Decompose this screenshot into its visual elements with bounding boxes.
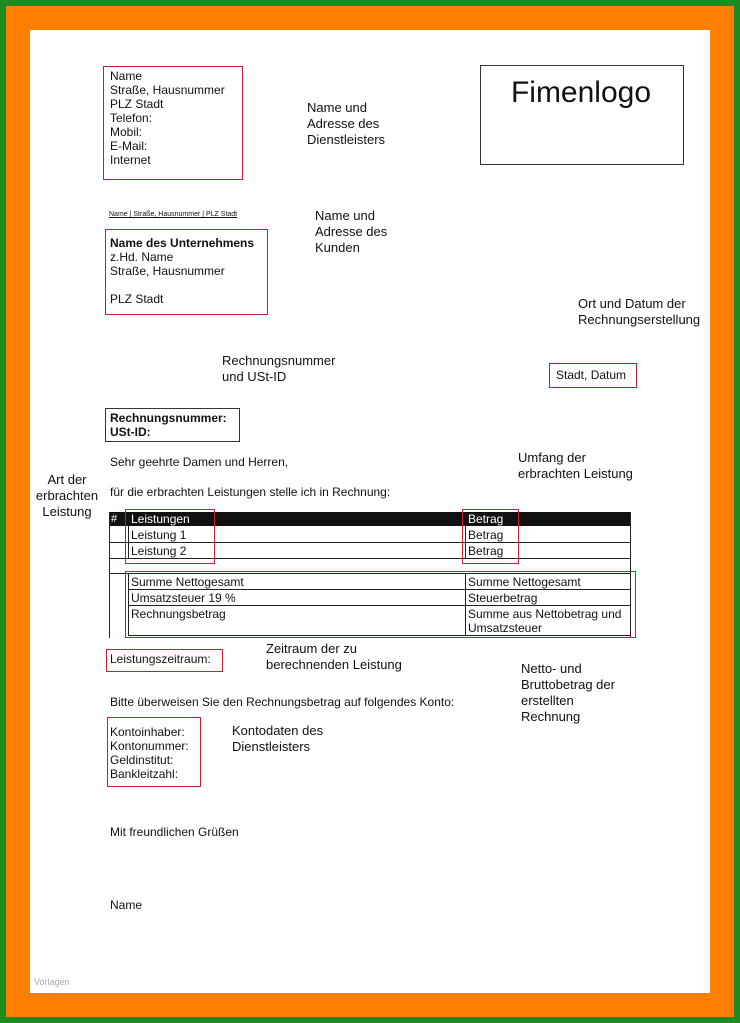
invoice-page <box>30 30 710 993</box>
vat-label: Umsatzsteuer 19 % <box>131 591 236 605</box>
sender-city: PLZ Stadt <box>110 97 164 111</box>
highlight-services <box>125 509 215 564</box>
note-scope: Umfang der erbrachten Leistung <box>518 450 633 481</box>
customer-company: Name des Unternehmens <box>110 236 255 250</box>
note-place-date: Ort und Datum der Rechnungserstellung <box>578 296 701 327</box>
table-header-amount: Betrag <box>468 512 504 526</box>
total-net-label: Summe Nettogesamt <box>131 575 244 589</box>
closing: Mit freundlichen Grüßen <box>110 825 239 839</box>
amount-2: Betrag <box>468 544 504 558</box>
bank-account: Kontonummer: <box>110 739 189 753</box>
intro-text: für die erbrachten Leistungen stelle ich in Rechnung: <box>110 485 391 499</box>
customer-attn: z.Hd. Name <box>110 250 174 264</box>
note-period: Zeitraum der zu berechnenden Leistung <box>266 641 402 672</box>
service-2: Leistung 2 <box>131 544 187 558</box>
sender-address <box>110 69 225 167</box>
sender-street: Straße, Hausnummer <box>110 83 225 97</box>
customer-street: Straße, Hausnummer <box>110 264 225 278</box>
vat-id-label: USt-ID: <box>110 425 151 439</box>
sender-phone: Telefon: <box>110 111 153 125</box>
note-sender: Name und Adresse des Dienstleisters <box>307 100 386 147</box>
table-header-num: # <box>111 513 118 525</box>
vat-value: Steuerbetrag <box>468 591 538 605</box>
highlight-amounts <box>462 509 519 564</box>
table-header-service: Leistungen <box>131 512 190 526</box>
bank-owner: Kontoinhaber: <box>110 725 185 739</box>
company-logo: Fimenlogo <box>510 76 652 109</box>
customer-city: PLZ Stadt <box>110 292 164 306</box>
salutation: Sehr geehrte Damen und Herren, <box>110 455 289 469</box>
sender-internet: Internet <box>110 153 151 167</box>
total-net-value: Summe Nettogesamt <box>468 575 581 589</box>
invoice-number-label: Rechnungsnummer: <box>110 411 227 425</box>
note-invoice-number: Rechnungsnummer und USt-ID <box>222 353 336 384</box>
invoice-ids <box>110 411 227 439</box>
place-date: Stadt, Datum <box>556 368 627 382</box>
signature-name: Name <box>110 898 143 912</box>
amount-1: Betrag <box>468 528 504 542</box>
customer-address <box>110 236 254 306</box>
highlight-totals <box>125 571 636 638</box>
sender-mobile: Mobil: <box>110 125 143 139</box>
note-net-gross: Netto- und Bruttobetrag der erstellten Rechnung <box>521 661 615 724</box>
service-1: Leistung 1 <box>131 528 187 542</box>
watermark: Vorlagen <box>34 977 70 987</box>
transfer-text: Bitte überweisen Sie den Rechnungsbetrag auf folgendes Konto: <box>110 695 455 709</box>
invoice-total-value: Summe aus Nettobetrag und Umsatzsteuer <box>468 607 622 635</box>
return-address: Name | Straße, Hausnummer | PLZ Stadt <box>109 211 238 218</box>
bank-code: Bankleitzahl: <box>110 767 179 781</box>
note-customer: Name und Adresse des Kunden <box>315 208 388 255</box>
bank-institute: Geldinstitut: <box>110 753 174 767</box>
note-bank: Kontodaten des Dienstleisters <box>232 723 324 754</box>
invoice-total-label: Rechnungsbetrag <box>131 607 226 621</box>
note-service-type: Art der erbrachten Leistung <box>35 472 99 519</box>
sender-email: E-Mail: <box>110 139 148 153</box>
period-label: Leistungszeitraum: <box>110 652 211 666</box>
bank-details <box>110 725 189 781</box>
sender-name: Name <box>110 69 143 83</box>
